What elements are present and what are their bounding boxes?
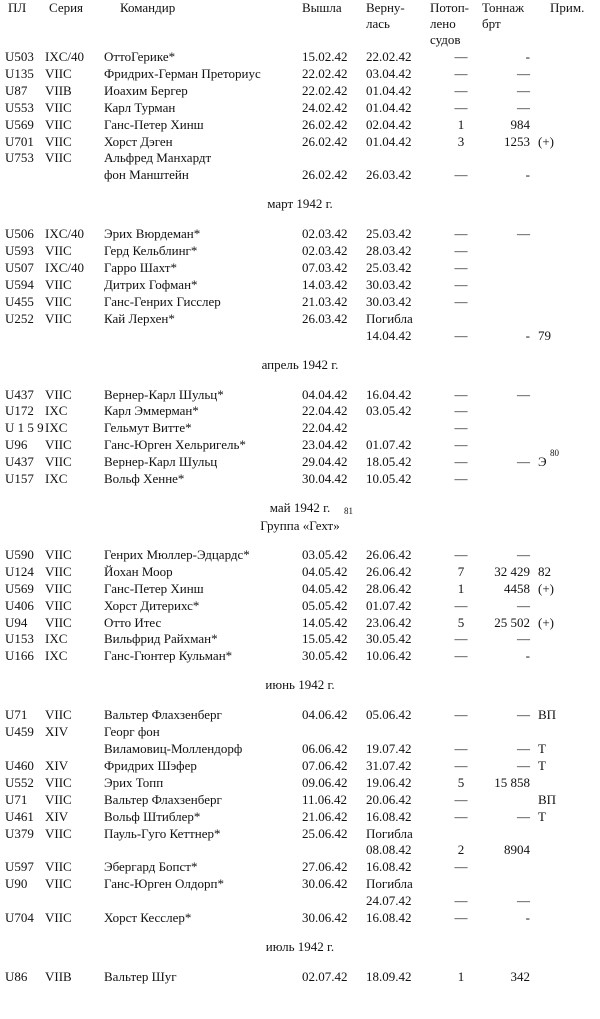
cell-series: IXC: [45, 420, 68, 436]
cell-cmd: Кай Лерхен*: [104, 310, 175, 326]
cell-sunk: —: [454, 648, 468, 664]
cell-ret: 01.07.42: [366, 437, 412, 453]
cell-sunk: —: [454, 631, 468, 647]
cell-ton: —: [517, 808, 530, 824]
cell-series: IXC: [45, 648, 68, 664]
cell-ton: 984: [510, 116, 530, 132]
cell-note: (+): [538, 614, 554, 630]
cell-cmd: Дитрих Гофман*: [104, 276, 198, 292]
cell-cmd: Иоахим Бергер: [104, 82, 188, 98]
cell-out: 15.05.42: [302, 631, 348, 647]
section-heading: июнь 1942 г.: [265, 677, 335, 693]
cell-out: 09.06.42: [302, 774, 348, 790]
cell-boat: U135: [5, 65, 34, 81]
cell-sunk: —: [454, 893, 468, 909]
cell-sunk: —: [454, 471, 468, 486]
cell-ret: 02.04.42: [366, 116, 412, 132]
cell-boat: U437: [5, 386, 34, 402]
cell-cmd: Вальтер Флахзенберг: [104, 791, 222, 807]
cell-ton: -: [525, 167, 530, 183]
cell-sunk: —: [454, 167, 468, 183]
cell-boat: U593: [5, 243, 34, 259]
cell-cmd: Гарро Шахт*: [104, 260, 177, 275]
cell-series: VIIB: [45, 82, 72, 98]
cell-note: (+): [538, 580, 554, 596]
cell-cmd: Вольф Штиблер*: [104, 808, 201, 824]
cell-sunk: 3: [457, 133, 465, 149]
cell-ton: -: [525, 910, 530, 925]
cell-boat: U87: [5, 82, 28, 98]
section-heading: апрель 1942 г.: [261, 356, 339, 372]
cell-cmd: фон Манштейн: [104, 167, 189, 183]
cell-ton: —: [517, 226, 530, 242]
cell-boat: U704: [5, 910, 34, 925]
cell-sunk: —: [454, 327, 468, 343]
cell-series: VIIC: [45, 276, 72, 292]
cell-boat: U94: [5, 614, 28, 630]
cell-ret: 24.07.42: [366, 893, 412, 909]
cell-boat: U552: [5, 774, 34, 790]
cell-series: VIIC: [45, 386, 72, 402]
cell-series: VIIC: [45, 133, 72, 149]
cell-cmd: Герд Кельблинг*: [104, 243, 198, 259]
header-return-2: лась: [366, 16, 390, 31]
cell-boat: U569: [5, 580, 34, 596]
section-heading: март 1942 г.: [267, 196, 333, 212]
cell-boat: U597: [5, 859, 34, 875]
cell-series: VIIC: [45, 150, 72, 166]
cell-ton: —: [517, 65, 530, 81]
cell-out: 24.02.42: [302, 99, 348, 115]
cell-ret: 18.09.42: [366, 968, 412, 984]
cell-cmd: Хорст Дитерихс*: [104, 597, 200, 613]
cell-ton: 8904: [504, 842, 530, 858]
cell-boat: U461: [5, 808, 34, 824]
cell-ret: 23.06.42: [366, 614, 412, 630]
cell-cmd: Фридрих-Герман Преториус: [104, 65, 261, 81]
cell-sunk: 1: [457, 116, 465, 132]
cell-ton: -: [525, 49, 530, 64]
cell-sunk: —: [454, 65, 468, 81]
cell-boat: U252: [5, 310, 34, 326]
cell-out: 21.03.42: [302, 293, 348, 309]
cell-ton: -: [525, 648, 530, 664]
cell-cmd: Отто Итес: [104, 614, 162, 630]
cell-ret: 26.06.42: [366, 546, 412, 562]
cell-ret: 28.03.42: [366, 243, 412, 259]
cell-boat: U96: [5, 437, 28, 453]
cell-ton: —: [517, 741, 530, 756]
cell-out: 11.06.42: [302, 791, 348, 807]
cell-out: 04.04.42: [302, 386, 348, 402]
cell-ret: 01.07.42: [366, 597, 412, 613]
cell-series: XIV: [45, 757, 69, 773]
cell-boat: U459: [5, 724, 34, 740]
cell-boat: U701: [5, 133, 34, 149]
cell-series: IXC/40: [45, 49, 84, 64]
cell-sunk: —: [454, 386, 468, 402]
cell-cmd: Вальтер Флахзенберг: [104, 707, 222, 723]
cell-boat: U753: [5, 150, 34, 166]
cell-out: 04.05.42: [302, 580, 348, 596]
cell-ret: 10.06.42: [366, 648, 412, 664]
cell-ton: 1253: [504, 133, 530, 149]
cell-ton: 25 502: [494, 614, 530, 630]
cell-ret: 26.03.42: [366, 167, 412, 183]
cell-ret: 19.07.42: [366, 741, 412, 756]
cell-cmd: Георг фон: [104, 724, 160, 740]
cell-out: 22.02.42: [302, 65, 348, 81]
cell-boat: U90: [5, 876, 28, 892]
cell-boat: U437: [5, 454, 34, 470]
cell-sunk: 5: [457, 774, 465, 790]
cell-out: 23.04.42: [302, 437, 348, 453]
cell-out: 29.04.42: [302, 454, 348, 470]
cell-out: 26.03.42: [302, 310, 348, 326]
cell-boat: U460: [5, 757, 34, 773]
cell-cmd: Эрих Топп: [104, 774, 164, 790]
cell-ton: 342: [510, 968, 530, 984]
cell-out: 30.06.42: [302, 876, 348, 892]
cell-sunk: —: [454, 276, 468, 292]
cell-boat: U379: [5, 825, 34, 841]
cell-out: 07.03.42: [302, 260, 348, 275]
cell-sunk: —: [454, 293, 468, 309]
cell-ret: Погибла: [366, 310, 413, 326]
cell-out: 02.03.42: [302, 243, 348, 259]
cell-sunk: —: [454, 707, 468, 723]
cell-ton: -: [525, 327, 530, 343]
cell-sunk: 5: [457, 614, 465, 630]
cell-boat: U507: [5, 260, 34, 275]
cell-cmd: Эбергард Бопст*: [104, 859, 198, 875]
cell-sunk: —: [454, 791, 468, 807]
cell-boat: U590: [5, 546, 34, 562]
cell-ret: 10.05.42: [366, 471, 412, 486]
cell-ton: —: [517, 454, 530, 470]
cell-boat: U594: [5, 276, 34, 292]
cell-ret: Погибла: [366, 876, 413, 892]
cell-sunk: —: [454, 260, 468, 275]
cell-ret: 03.05.42: [366, 403, 412, 419]
cell-ret: 22.02.42: [366, 49, 412, 64]
cell-sunk: —: [454, 859, 468, 875]
cell-cmd: Ганс-Генрих Гисслер: [104, 293, 221, 309]
cell-cmd: Ганс-Петер Хинш: [104, 580, 204, 596]
cell-out: 02.03.42: [302, 226, 348, 242]
cell-ret: 16.08.42: [366, 859, 412, 875]
cell-series: VIIC: [45, 563, 72, 579]
cell-ret: 26.06.42: [366, 563, 412, 579]
cell-cmd: Ганс-Петер Хинш: [104, 116, 204, 132]
cell-out: 02.07.42: [302, 968, 348, 984]
cell-ton: —: [517, 707, 530, 723]
cell-series: IXC/40: [45, 226, 84, 242]
cell-cmd: Фридрих Шэфер: [104, 757, 197, 773]
cell-boat: U 1 5 9: [5, 420, 44, 436]
cell-sunk: —: [454, 454, 468, 470]
cell-cmd: Вильфрид Райхман*: [104, 631, 218, 647]
cell-cmd: Генрих Мюллер-Эдцардс*: [104, 546, 250, 562]
cell-ton: —: [517, 757, 530, 773]
cell-ret: 01.04.42: [366, 82, 412, 98]
cell-sunk: 7: [457, 563, 465, 579]
cell-ret: 30.05.42: [366, 631, 412, 647]
cell-ret: 30.03.42: [366, 293, 412, 309]
cell-note: (+): [538, 133, 554, 149]
cell-ret: 20.06.42: [366, 791, 412, 807]
cell-boat: U166: [5, 648, 34, 664]
cell-out: 27.06.42: [302, 859, 348, 875]
cell-sunk: —: [454, 546, 468, 562]
cell-sunk: 1: [457, 580, 465, 596]
cell-out: 25.06.42: [302, 825, 348, 841]
cell-ton: —: [517, 386, 530, 402]
cell-ret: 05.06.42: [366, 707, 412, 723]
cell-ton: —: [517, 82, 530, 98]
cell-boat: U157: [5, 471, 34, 486]
cell-out: 30.05.42: [302, 648, 348, 664]
header-sunk-1: Потоп-: [430, 0, 470, 15]
cell-series: VIIC: [45, 876, 72, 892]
cell-out: 22.02.42: [302, 82, 348, 98]
cell-note: ВП: [538, 791, 557, 807]
cell-boat: U71: [5, 791, 28, 807]
cell-note: Т: [538, 757, 546, 773]
cell-series: IXC/40: [45, 260, 84, 275]
cell-out: 05.05.42: [302, 597, 348, 613]
cell-series: VIIC: [45, 825, 72, 841]
cell-cmd: Пауль-Гуго Кеттнер*: [104, 825, 221, 841]
cell-out: 22.04.42: [302, 420, 348, 436]
cell-note: ВП: [538, 707, 557, 723]
cell-cmd: Эрих Вюрдеман*: [104, 226, 201, 242]
cell-series: VIIC: [45, 859, 72, 875]
cell-sunk: —: [454, 808, 468, 824]
cell-note: Э: [538, 454, 547, 470]
cell-ret: 30.03.42: [366, 276, 412, 292]
cell-cmd: Альфред Манхардт: [104, 150, 212, 166]
cell-out: 21.06.42: [302, 808, 348, 824]
cell-sunk: —: [454, 82, 468, 98]
cell-ret: 19.06.42: [366, 774, 412, 790]
cell-series: VIIC: [45, 437, 72, 453]
cell-boat: U71: [5, 707, 28, 723]
cell-series: IXC: [45, 631, 68, 647]
cell-series: IXC: [45, 403, 68, 419]
cell-sunk: —: [454, 403, 468, 419]
section-heading: июль 1942 г.: [265, 938, 335, 954]
cell-out: 04.06.42: [302, 707, 348, 723]
cell-boat: U553: [5, 99, 34, 115]
cell-series: VIIC: [45, 580, 72, 596]
cell-series: XIV: [45, 724, 69, 740]
cell-cmd: Ганс-Юрген Хельригель*: [104, 437, 246, 453]
cell-boat: U172: [5, 403, 34, 419]
cell-cmd: Вернер-Карл Шульц*: [104, 386, 224, 402]
cell-ton: —: [517, 631, 530, 647]
cell-series: VIIC: [45, 99, 72, 115]
cell-boat: U506: [5, 226, 34, 242]
header-series: Серия: [49, 0, 84, 15]
cell-series: VIIC: [45, 65, 72, 81]
cell-series: VIIC: [45, 597, 72, 613]
cell-out: 07.06.42: [302, 757, 348, 773]
cell-series: VIIC: [45, 243, 72, 259]
group-subheading: Группа «Гехт»: [260, 517, 340, 533]
cell-note: Т: [538, 808, 546, 824]
cell-out: 14.05.42: [302, 614, 348, 630]
cell-ton: —: [517, 597, 530, 613]
cell-series: VIIC: [45, 707, 72, 723]
cell-out: 14.03.42: [302, 276, 348, 292]
cell-boat: U406: [5, 597, 34, 613]
cell-series: XIV: [45, 808, 69, 824]
cell-series: VIIC: [45, 546, 72, 562]
cell-ret: 14.04.42: [366, 327, 412, 343]
cell-out: 30.04.42: [302, 471, 348, 486]
cell-ton: 32 429: [494, 563, 530, 579]
cell-ret: 18.05.42: [366, 454, 412, 470]
footnote-ref: 81: [344, 505, 353, 516]
cell-boat: U455: [5, 293, 34, 309]
cell-ret: 01.04.42: [366, 99, 412, 115]
cell-cmd: Карл Турман: [104, 99, 176, 115]
cell-ret: 25.03.42: [366, 226, 412, 242]
cell-sunk: —: [454, 99, 468, 115]
cell-out: 26.02.42: [302, 116, 348, 132]
header-sunk-3: судов: [430, 32, 461, 47]
cell-note: Т: [538, 741, 546, 756]
cell-ret: 08.08.42: [366, 842, 412, 858]
cell-out: 26.02.42: [302, 133, 348, 149]
cell-cmd: Виламовиц-Моллендорф: [104, 741, 243, 756]
header-out: Вышла: [302, 0, 342, 15]
cell-series: VIIC: [45, 614, 72, 630]
cell-sunk: —: [454, 49, 468, 64]
cell-ret: 01.04.42: [366, 133, 412, 149]
cell-cmd: Ганс-Юрген Олдорп*: [104, 876, 224, 892]
cell-ret: 28.06.42: [366, 580, 412, 596]
cell-ret: 16.08.42: [366, 808, 412, 824]
cell-cmd: Вальтер Шуг: [104, 968, 177, 984]
cell-ton: 4458: [504, 580, 530, 596]
cell-sunk: —: [454, 420, 468, 436]
header-return-1: Верну-: [366, 0, 405, 15]
cell-note: 82: [538, 563, 551, 579]
cell-sunk: —: [454, 437, 468, 453]
header-pl: ПЛ: [8, 0, 27, 15]
cell-sunk: —: [454, 243, 468, 259]
cell-cmd: Хорст Кесслер*: [104, 910, 192, 925]
cell-boat: U569: [5, 116, 34, 132]
cell-ton: —: [517, 99, 530, 115]
cell-ton: —: [517, 546, 530, 562]
cell-cmd: ОттоГерике*: [104, 49, 176, 64]
cell-out: 22.04.42: [302, 403, 348, 419]
cell-out: 04.05.42: [302, 563, 348, 579]
cell-cmd: Вернер-Карл Шульц: [104, 454, 218, 470]
cell-ret: 03.04.42: [366, 65, 412, 81]
header-commander: Командир: [120, 0, 176, 15]
cell-series: VIIC: [45, 293, 72, 309]
cell-sunk: —: [454, 597, 468, 613]
cell-sunk: —: [454, 741, 468, 756]
cell-ret: 25.03.42: [366, 260, 412, 275]
cell-sunk: 2: [457, 842, 465, 858]
cell-out: 06.06.42: [302, 741, 348, 756]
cell-cmd: Ганс-Гюнтер Кульман*: [104, 648, 233, 664]
cell-cmd: Гельмут Витте*: [104, 420, 192, 436]
cell-ret: 31.07.42: [366, 757, 412, 773]
cell-cmd: Карл Эммерман*: [104, 403, 199, 419]
cell-series: VIIB: [45, 968, 72, 984]
cell-cmd: Вольф Хенне*: [104, 471, 185, 486]
cell-boat: U86: [5, 968, 28, 984]
cell-series: VIIC: [45, 454, 72, 470]
cell-ret: 16.04.42: [366, 386, 412, 402]
cell-sunk: —: [454, 757, 468, 773]
cell-series: VIIC: [45, 310, 72, 326]
cell-series: VIIC: [45, 791, 72, 807]
cell-series: VIIC: [45, 910, 72, 925]
header-tonnage-2: брт: [482, 16, 501, 31]
cell-cmd: Хорст Дэген: [104, 133, 173, 149]
cell-boat: U503: [5, 49, 34, 64]
cell-boat: U124: [5, 563, 34, 579]
cell-note: 79: [538, 327, 551, 343]
cell-ton: 15 858: [494, 774, 530, 790]
cell-out: 15.02.42: [302, 49, 348, 64]
cell-out: 03.05.42: [302, 546, 348, 562]
section-heading: май 1942 г.: [269, 499, 331, 515]
cell-boat: U153: [5, 631, 34, 647]
cell-ret: 16.08.42: [366, 910, 412, 925]
cell-sunk: 1: [457, 968, 465, 984]
cell-out: 26.02.42: [302, 167, 348, 183]
header-note: Прим.: [550, 0, 585, 15]
footnote-ref: 80: [550, 448, 559, 459]
cell-cmd: Йохан Моор: [104, 563, 173, 579]
cell-sunk: —: [454, 226, 468, 242]
header-tonnage-1: Тоннаж: [482, 0, 525, 15]
cell-ton: —: [517, 893, 530, 909]
cell-series: VIIC: [45, 116, 72, 132]
cell-ret: Погибла: [366, 825, 413, 841]
cell-series: IXC: [45, 471, 68, 486]
cell-series: VIIC: [45, 774, 72, 790]
header-sunk-2: лено: [430, 16, 456, 31]
cell-out: 30.06.42: [302, 910, 348, 925]
cell-sunk: —: [454, 910, 468, 925]
